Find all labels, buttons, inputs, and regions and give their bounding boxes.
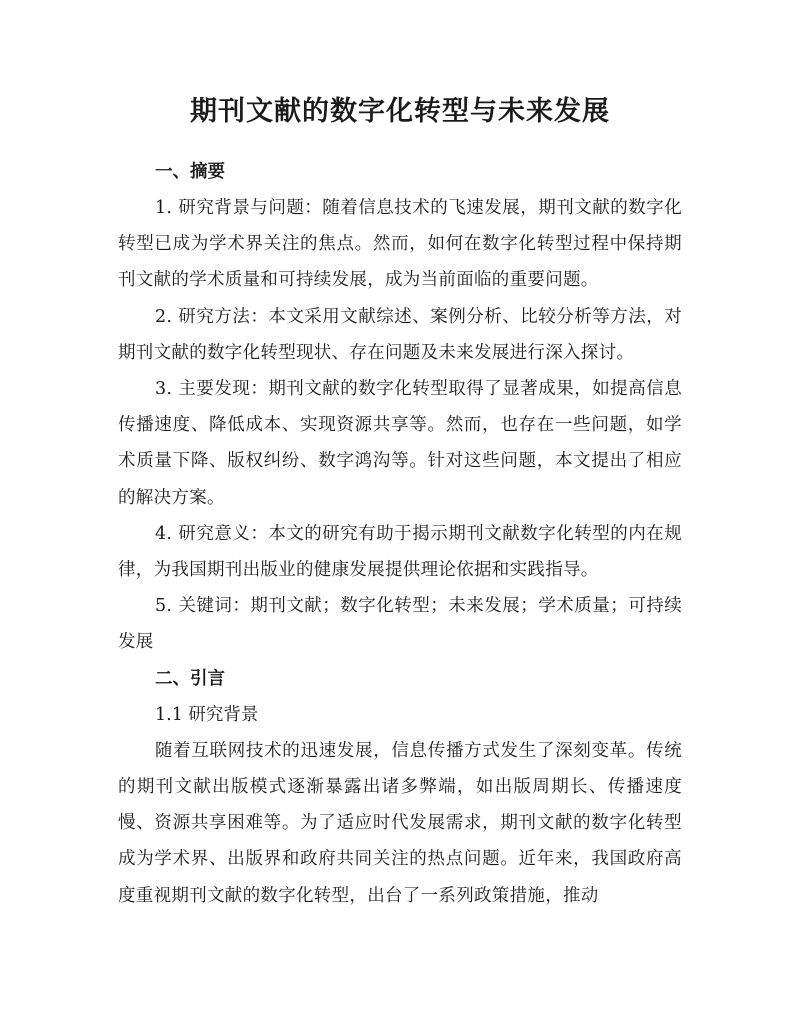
document-title: 期刊文献的数字化转型与未来发展: [190, 96, 610, 127]
abstract-item-methods: 2. 研究方法：本文采用文献综述、案例分析、比较分析等方法，对期刊文献的数字化转型现状、存在问题及未来发展进行深入探讨。: [118, 306, 682, 363]
abstract-item-background: 1. 研究背景与问题：随着信息技术的飞速发展，期刊文献的数字化转型已成为学术界关注的焦点。然而，如何在数字化转型过程中保持期刊文献的学术质量和可持续发展，成为当前面临的重要问题。: [118, 198, 682, 291]
background-paragraph: 随着互联网技术的迅速发展，信息传播方式发生了深刻变革。传统的期刊文献出版模式逐渐暴露出诸多弊端，如出版周期长、传播速度慢、资源共享困难等。为了适应时代发展需求，期刊文献的数字化转型成为学术界、出版界和政府共同关注的热点问题。近年来，我国政府高度重视期刊文献的数字化转型，出台了一系列政策措施，推动: [118, 740, 682, 906]
abstract-heading: 一、摘要: [155, 162, 225, 182]
abstract-item-significance: 4. 研究意义：本文的研究有助于揭示期刊文献数字化转型的内在规律，为我国期刊出版业的健康发展提供理论依据和实践指导。: [118, 523, 682, 581]
abstract-item-keywords: 5. 关键词：期刊文献；数字化转型；未来发展；学术质量；可持续发展: [118, 596, 682, 653]
abstract-item-findings: 3. 主要发现：期刊文献的数字化转型取得了显著成果，如提高信息传播速度、降低成本、实现资源共享等。然而，也存在一些问题，如学术质量下降、版权纠纷、数字鸿沟等。针对这些问题，本文提出了相应的解决方案。: [118, 379, 682, 508]
background-subheading: 1.1 研究背景: [155, 704, 259, 725]
introduction-section: [118, 661, 682, 914]
abstract-section: [118, 154, 682, 661]
introduction-heading: 二、引言: [155, 668, 225, 689]
document-page: [118, 90, 682, 914]
